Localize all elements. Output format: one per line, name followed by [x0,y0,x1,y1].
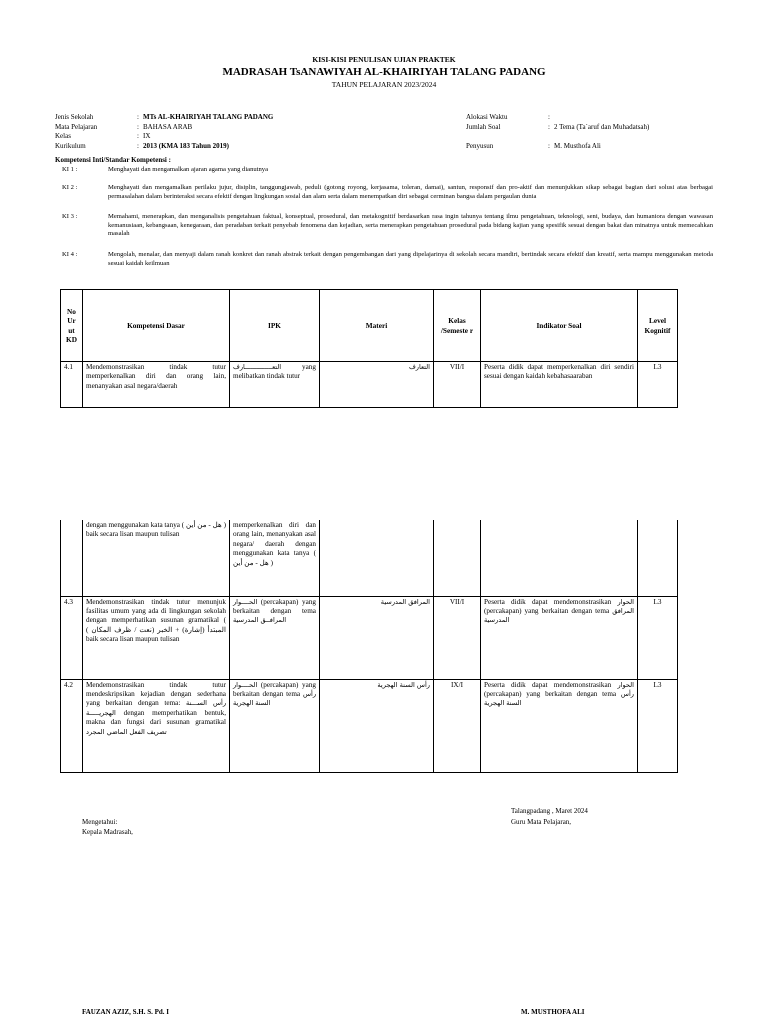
info-label: Jumlah Soal [466,122,501,131]
header-indikator: Indikator Soal [481,290,638,362]
info-value: 2013 (KMA 183 Tahun 2019) [143,141,229,150]
ipk-text: (percakapan) yang berkaitan dengan tema [233,597,317,615]
cell-materi: التعارف [320,362,434,408]
arabic-text: المرافق المدرسية [484,606,634,625]
indikator-text: (percakapan) yang berkaitan dengan tema [484,606,610,615]
table-row [61,362,678,408]
ki-list [0,166,768,286]
signature-role-teacher: Guru Mata Pelajaran, [511,818,572,826]
signature-name-head: FAUZAN AZIZ, S.H. S. Pd. I [82,1008,170,1016]
arabic-text: المرافــق المدرسية [233,616,287,625]
table-row [61,520,678,596]
info-value: 2 Tema (Ta`aruf dan Muhadatsah) [554,122,650,131]
arabic-text: الحــــوار [233,597,258,606]
ipk-text: (percakapan) yang berkaitan dengan tema [233,680,317,698]
doc-title-line2: MADRASAH TsANAWIYAH AL-KHAIRIYAH TALANG PADANG [222,66,546,78]
cell-indikator [481,596,638,679]
cell-no: 4.1 [61,362,83,408]
info-left-block: Jenis Sekolah : MTs AL-KHAIRIYAH TALANG PADANG Mata Pelajaran : BAHASA ARAB Kelas : IX Kurikulum : 2013 (KMA 183 Tahun 2019) [55,113,385,151]
cell-kelas: VII/I [434,596,481,679]
info-label: Alokasi Waktu [466,113,508,121]
info-value: M. Musthofa Ali [554,141,601,150]
header-kd: Kompetensi Dasar [83,290,230,362]
signature-role-head: Kepala Madrasah, [82,828,133,836]
ki-code: KI 3 : [62,213,78,220]
cell-indikator [481,679,638,772]
indikator-text: Peserta didik dapat mendemonstrasikan [484,597,612,606]
info-label: Mata Pelajaran [55,122,98,131]
ki-title: Kompetensi Inti/Standar Kompetensi : [55,156,171,164]
ki-code: KI 4 : [62,251,78,258]
table-row [61,679,678,772]
signature-label-acknowledged: Mengetahui: [82,818,118,826]
cell-kelas: VII/I [434,362,481,408]
info-label: Penyusun [466,141,494,150]
cell-kd: Mendemonstrasikan tindak tutur menunjuk fasilitas umum yang ada di lingkungan sekolah dengan memperhatikan susunan gramatikal ( المبتدأ (إشارة) + الخبر (نعت / ظرف المكان ) baik secara lisan maupun tulisan [83,596,230,679]
ki-text: Menghayati dan mengamalkan ajaran agama yang dianutnya [108,166,269,173]
kd-text: dengan memperhatikan bentuk, makna dan fungsi dari susunan gramatikal [86,708,227,727]
info-label: Kurikulum [55,141,86,150]
header-kelas: Kelas /Semeste r [434,290,481,362]
doc-title-line3: TAHUN PELAJARAN 2023/2024 [331,80,437,89]
info-value [554,113,726,123]
header-no: No Ur ut KD [61,290,83,362]
info-right-block: Alokasi Waktu : Jumlah Soal : 2 Tema (Ta`aruf dan Muhadatsah) Penyusun : M. Musthofa Ali [466,113,726,151]
cell-kd: dengan menggunakan kata tanya ( هل - من أين ) baik secara lisan maupun tulisan [83,520,230,596]
table-row [61,596,678,679]
cell-kd [83,679,230,772]
cell-no: 4.2 [61,679,83,772]
cell-ipk [230,679,320,772]
ki-text: Memahami, menerapkan, dan menganalisis pengetahuan faktual, konseptual, prosedural, dan metakognitif berdasarkan rasa ingin tahunya tentang ilmu pengetahuan, teknologi, seni, budaya, dan humaniora dengan wawasan kemanusiaan, kebangsaan, kenegaraan, dan peradaban terkait penyebab fenomena dan kejadian, serta menerapkan pengetahuan prosedural pada bidang kajian yang spesifik sesuai dengan bakat dan minatnya untuk memecahkan masalah [108,213,713,238]
header-ipk: IPK [230,290,320,362]
arabic-text: تصريف الفعل الماضي المجرد [86,727,167,736]
ipk-text: yang melibatkan tindak tutur [233,363,316,381]
ki-text: Mengolah, menalar, dan menyaji dalam ranah konkret dan ranah abstrak terkait dengan pengembangan dari yang dipelajarinya di sekolah secara mandiri, bertindak secara efektif dan kreatif, serta mampu menggunakan metoda sesuai kaidah keilmuan [108,251,713,267]
arabic-text: الحوار [617,597,634,606]
cell-level: L3 [638,362,678,408]
cell-ipk [230,362,320,408]
arabic-text: الحوار [617,680,634,689]
cell-ipk [230,596,320,679]
cell-materi: رأس السنة الهجرية [320,679,434,772]
info-value: IX [143,132,151,140]
kisi-table [60,289,678,408]
ki-text: Menghayati dan mengamalkan perilaku jujur, disiplin, tanggungjawab, peduli (gotong royong, kerjasama, toleran, damai), santun, responsif dan pro-aktif dan menunjukkan sikap sebagai bagian dari solusi atas berbagai permasalahan dalam berinteraksi secara efektif dengan lingkungan sosial dan alam serta dalam menempatkan diri sebagai cerminan bangsa dalam pergaulan dunia [108,184,713,200]
doc-title-line1: KISI-KISI PENULISAN UJIAN PRAKTEK [312,55,456,64]
info-value: BAHASA ARAB [143,122,193,131]
indikator-text: (percakapan) yang berkaitan dengan tema [484,689,617,698]
info-label: Jenis Sekolah [55,113,94,121]
cell-level: L3 [638,596,678,679]
cell-no: 4.3 [61,596,83,679]
ki-code: KI 1 : [62,166,78,173]
cell-kd: Mendemonstrasikan tindak tutur memperkenalkan diri dan orang lain, menanyakan asal negara/daerah [83,362,230,408]
kisi-table-continued [60,520,678,773]
arabic-text: التعــــــــــــــارف [233,363,282,371]
arabic-text: رأس الســـنة الهجريـــــة [86,699,227,717]
info-value: MTs AL-KHAIRIYAH TALANG PADANG [143,113,274,121]
arabic-text: رأس السنة الهجرية [484,689,634,708]
ki-code: KI 2 : [62,184,78,191]
arabic-text: رأس السنة الهجرية [233,689,317,708]
header-materi: Materi [320,290,434,362]
indikator-text: Peserta didik dapat mendemonstrasikan [484,680,612,689]
header-level: Level Kognitif [638,290,678,362]
cell-level: L3 [638,679,678,772]
kd-text: Mendemonstrasikan tindak tutur mendeskripsikan kejadian dengan sederhana yang berkaitan dengan tema: [86,680,226,708]
cell-kelas: IX/I [434,679,481,772]
cell-materi: المرافق المدرسية [320,596,434,679]
signature-date: Talangpadang , Maret 2024 [511,807,588,815]
info-label: Kelas [55,132,71,140]
cell-ipk: memperkenalkan diri dan orang lain, menanyakan asal negara/ daerah dengan menggunakan kata tanya ( هل - من أين ) [230,520,320,596]
arabic-text: الحــــوار [233,680,258,689]
signature-name-teacher: M. MUSTHOFA ALI [521,1008,585,1016]
cell-indikator: Peserta didik dapat memperkenalkan diri sendiri sesuai dengan kaidah kebahasaaraban [481,362,638,408]
